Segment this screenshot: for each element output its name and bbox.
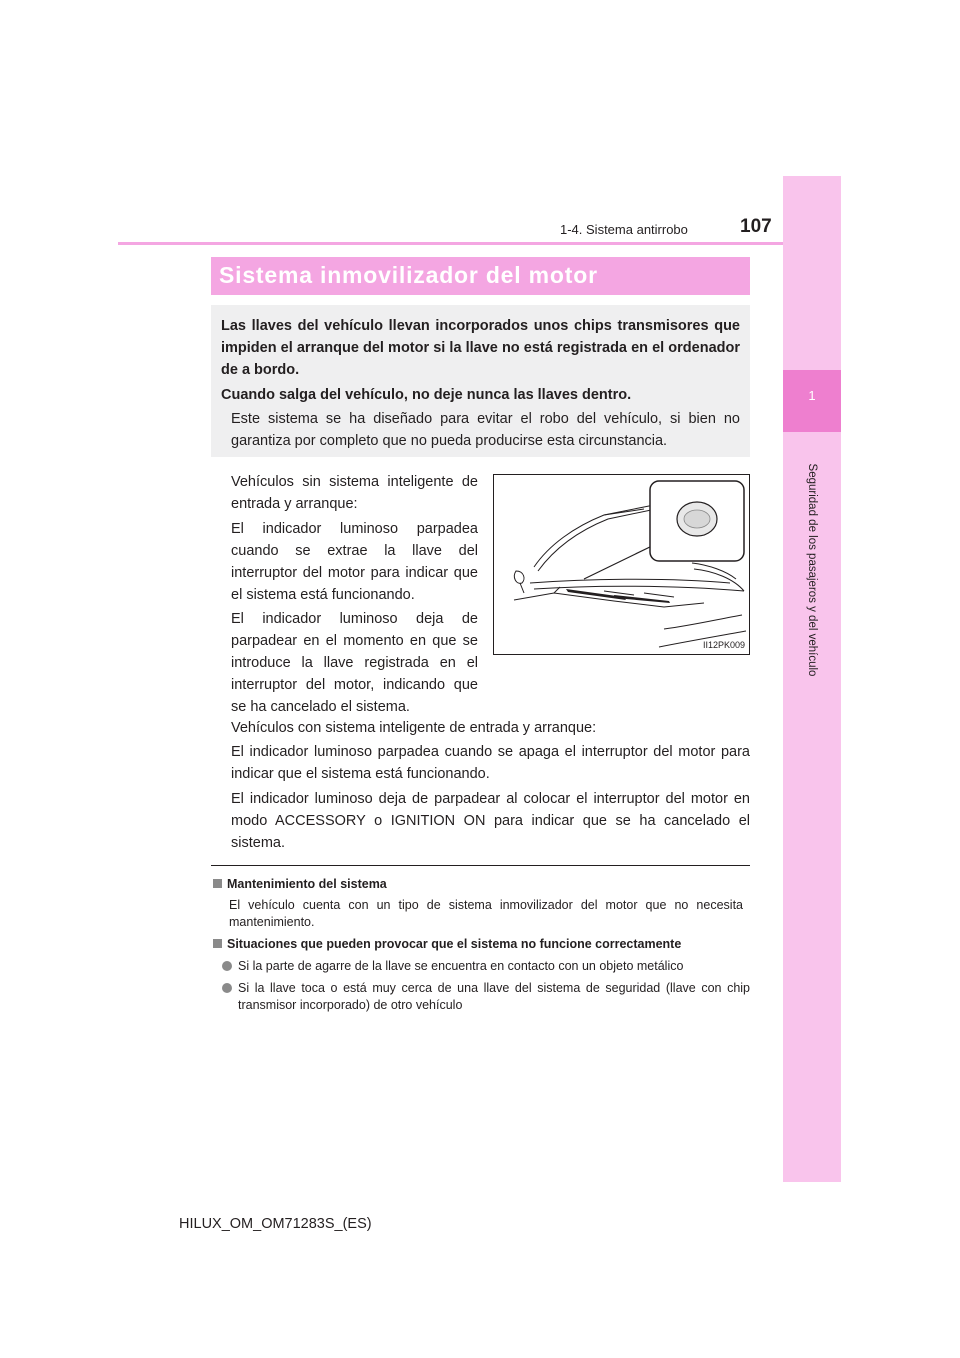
square-bullet-icon	[213, 879, 222, 888]
chapter-title: Seguridad de los pasajeros y del vehículo	[806, 463, 818, 677]
situations-note-title: Situaciones que pueden provocar que el sistema no funcione correctamente	[227, 937, 682, 951]
circle-bullet-icon	[222, 961, 232, 971]
no-smart-heading: Vehículos sin sistema inteligente de entrada y arranque:	[231, 474, 478, 512]
maintenance-note-title-row	[213, 877, 750, 891]
situation-item	[222, 958, 750, 975]
chapter-number: 1	[808, 388, 816, 403]
document-code: HILUX_OM_OM71283S_(ES)	[179, 1216, 372, 1232]
maintenance-note-text: El vehículo cuenta con un tipo de sistema inmovilizador del motor que no necesita mantenimiento.	[229, 898, 743, 929]
no-smart-paragraph-1: El indicador luminoso parpadea cuando se extrae la llave del interruptor del motor para indicar que el sistema está funcionando.	[231, 521, 478, 603]
windshield-drawing	[494, 475, 749, 654]
smart-paragraph-1: El indicador luminoso parpadea cuando se apaga el interruptor del motor para indicar que el sistema está funcionando.	[231, 744, 750, 782]
dashboard-illustration	[493, 474, 750, 655]
situation-item	[222, 980, 750, 1014]
intro-paragraph-2: Cuando salga del vehículo, no deje nunca las llaves dentro.	[221, 387, 632, 403]
maintenance-note-title: Mantenimiento del sistema	[227, 877, 387, 891]
situation-item-text: Si la llave toca o está muy cerca de una llave del sistema de seguridad (llave con chip transmisor incorporado) de otro vehículo	[238, 981, 750, 1012]
smart-heading: Vehículos con sistema inteligente de entrada y arranque:	[231, 720, 597, 736]
square-bullet-icon	[213, 939, 222, 948]
situations-note-title-row	[213, 937, 750, 951]
intro-paragraph-1: Las llaves del vehículo llevan incorporados unos chips transmisores que impiden el arranque del motor si la llave no está registrada en el ordenador de a bordo.	[221, 318, 740, 378]
circle-bullet-icon	[222, 983, 232, 993]
no-smart-paragraph-2: El indicador luminoso deja de parpadear en el momento en que se introduce la llave registrada en el interruptor del motor, indicando que se ha cancelado el sistema.	[231, 611, 478, 715]
header-rule	[118, 242, 783, 245]
illustration-code: II12PK009	[702, 640, 745, 650]
intro-paragraph-3: Este sistema se ha diseñado para evitar el robo del vehículo, si bien no garantiza por completo que no pueda producirse esta circunstancia.	[231, 411, 740, 449]
notes-divider	[211, 865, 750, 866]
page-number: 107	[740, 216, 772, 237]
situation-item-text: Si la parte de agarre de la llave se encuentra en contacto con un objeto metálico	[238, 959, 684, 973]
smart-paragraph-2: El indicador luminoso deja de parpadear al colocar el interruptor del motor en modo ACCESSORY o IGNITION ON para indicar que se ha cancelado el sistema.	[231, 791, 750, 851]
page-title: Sistema inmovilizador del motor	[219, 262, 598, 288]
section-label: 1-4. Sistema antirrobo	[560, 222, 688, 237]
